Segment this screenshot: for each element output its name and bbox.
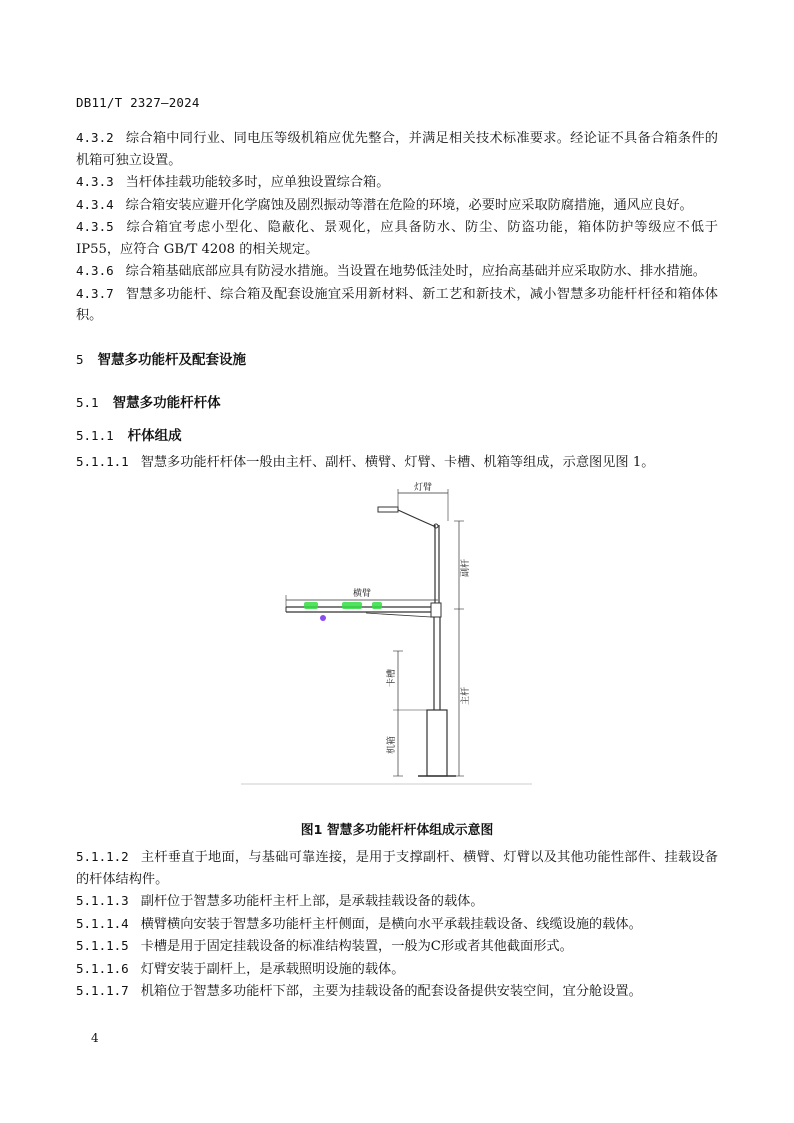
pole-diagram — [76, 481, 718, 811]
clause-5-1-1-6 — [76, 958, 718, 981]
clause-5-1-1-3 — [76, 890, 718, 913]
clause-number: 5.1.1.1 — [76, 453, 129, 469]
clause-text: 主杆垂直于地面，与基础可靠连接，是用于支撑副杆、横臂、灯臂以及其他功能性部件、挂载设备的杆体结构件。 — [76, 850, 718, 887]
label-cross-arm: 横臂 — [352, 589, 372, 599]
clause-text: 智慧多功能杆杆体一般由主杆、副杆、横臂、灯臂、卡槽、机箱等组成，示意图见图 1。 — [140, 454, 655, 470]
clause-number: 4.3.6 — [76, 263, 114, 278]
clause-5-1-1-1 — [76, 451, 718, 474]
clause-list-5-1-1 — [76, 846, 718, 1003]
clause-text: 卡槽是用于固定挂载设备的标准结构装置，一般为C形或者其他截面形式。 — [140, 939, 573, 954]
clause-number: 4.3.3 — [76, 174, 114, 189]
chapter-title: 智慧多功能杆及配套设施 — [97, 351, 247, 368]
section-title: 智慧多功能杆杆体 — [112, 394, 221, 411]
device-green — [304, 602, 318, 609]
clause-number: 5.1.1.2 — [76, 849, 129, 864]
clause-number: 4.3.5 — [76, 219, 114, 234]
clause-text: 当杆体挂载功能较多时，应单独设置综合箱。 — [125, 175, 390, 190]
label-cabinet: 机箱 — [387, 735, 397, 754]
arm-clamp — [431, 603, 441, 617]
section-number: 5.1 — [76, 394, 99, 410]
clause-4-3-7 — [76, 283, 718, 327]
cable-line — [366, 613, 431, 617]
clause-number: 4.3.7 — [76, 285, 114, 301]
cabinet-box — [427, 710, 447, 776]
clause-number: 5.1.1.4 — [76, 915, 129, 931]
device-green — [342, 602, 362, 609]
clause-text: 综合箱中同行业、同电压等级机箱应优先整合，并满足相关技术标准要求。经论证不具备合箱条件的机箱可独立设置。 — [76, 131, 718, 168]
clause-5-1-1-7 — [76, 980, 718, 1003]
clause-text: 副杆位于智慧多功能杆主杆上部，是承载挂载设备的载体。 — [140, 894, 484, 909]
figure-caption: 图1 智慧多功能杆杆体组成示意图 — [300, 823, 494, 838]
clause-4-3-2 — [76, 127, 718, 171]
subsection-title: 杆体组成 — [127, 427, 182, 444]
clause-number: 5.1.1.6 — [76, 960, 129, 976]
clause-text: 机箱位于智慧多功能杆下部，主要为挂载设备的配套设备提供安装空间，宜分舱设置。 — [140, 984, 642, 999]
light-arm — [398, 510, 436, 527]
clause-4-3-4 — [76, 194, 718, 217]
subsection-heading — [76, 424, 718, 444]
clause-text: 智慧多功能杆、综合箱及配套设施宜采用新材料、新工艺和新技术，减小智慧多功能杆杆径和箱体体积。 — [76, 286, 718, 323]
pole-diagram-figure — [76, 481, 718, 811]
clause-5-1-1-2 — [76, 846, 718, 890]
clause-4-3-3 — [76, 171, 718, 194]
clause-number: 5.1.1.7 — [76, 983, 129, 998]
label-main-pole: 主杆 — [461, 686, 471, 705]
chapter-heading — [76, 348, 718, 368]
clause-4-3-6 — [76, 260, 718, 283]
clause-text: 综合箱基础底部应具有防浸水措施。当设置在地势低洼处时，应抬高基础并应采取防水、排水措施。 — [125, 264, 706, 279]
clause-text: 综合箱安装应避开化学腐蚀及剧烈振动等潜在危险的环境，必要时应采取防腐措施，通风应良好。 — [125, 197, 693, 213]
clause-5-1-1-4 — [76, 913, 718, 936]
page-content — [76, 127, 718, 1003]
clause-number: 4.3.4 — [76, 196, 114, 212]
section-heading — [76, 391, 718, 411]
device-purple — [320, 615, 326, 621]
clause-text: 综合箱宜考虑小型化、隐蔽化、景观化，应具备防水、防尘、防盗功能，箱体防护等级应不低于 IP55，应符合 GB/T 4208 的相关规定。 — [76, 220, 718, 257]
chapter-number: 5 — [76, 351, 84, 367]
clause-text: 横臂横向安装于智慧多功能杆主杆侧面，是横向水平承载挂载设备、线缆设施的载体。 — [140, 916, 642, 932]
device-green — [372, 602, 382, 609]
label-slot: 卡槽 — [387, 668, 397, 687]
page-number: 4 — [91, 1031, 99, 1045]
clause-number: 5.1.1.5 — [76, 938, 129, 953]
label-light-arm: 灯臂 — [413, 483, 433, 493]
clause-4-3-5 — [76, 216, 718, 260]
label-sub-pole: 副杆 — [461, 558, 471, 577]
clause-number: 4.3.2 — [76, 130, 114, 145]
lamp-head — [378, 507, 398, 512]
subsection-number: 5.1.1 — [76, 427, 114, 443]
clause-number: 5.1.1.3 — [76, 893, 129, 908]
clause-text: 灯臂安装于副杆上，是承载照明设施的载体。 — [140, 961, 405, 977]
document-code: DB11/T 2327—2024 — [76, 95, 200, 110]
clause-5-1-1-5 — [76, 935, 718, 958]
